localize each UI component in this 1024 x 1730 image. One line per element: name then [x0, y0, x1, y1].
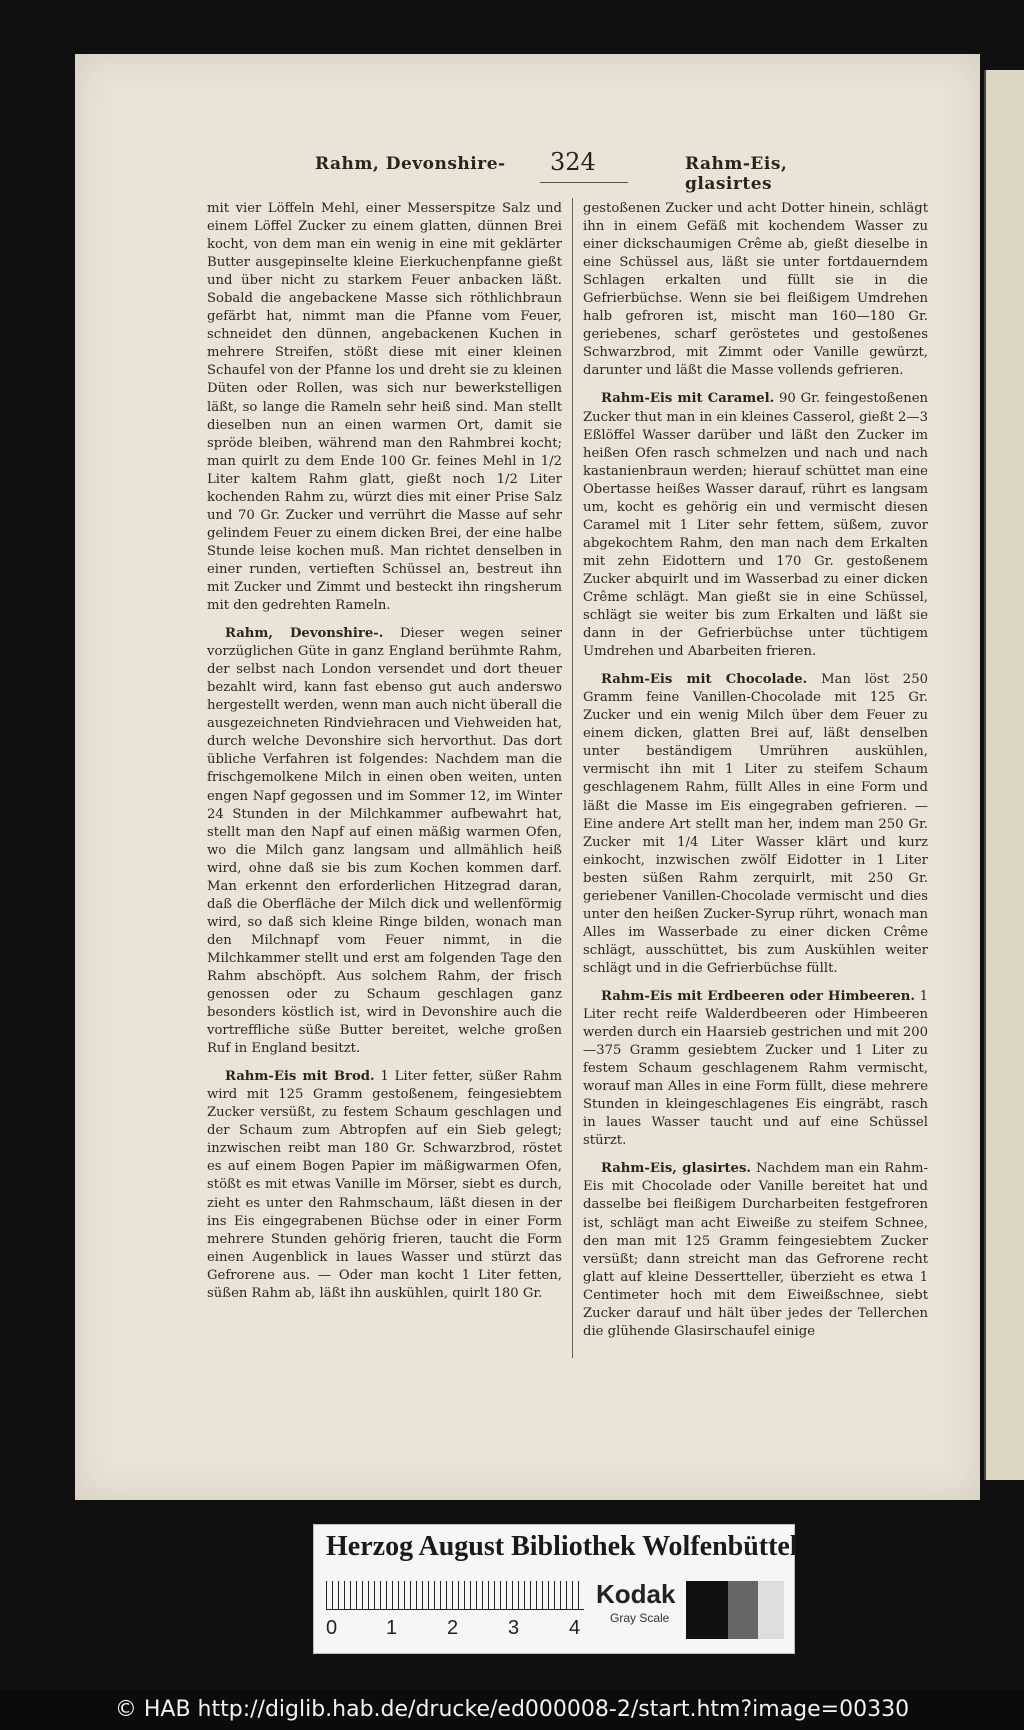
scale-ruler [326, 1581, 584, 1610]
entry-headword: Rahm-Eis mit Erdbeeren oder Himbeeren. [601, 988, 915, 1004]
kodak-logo: Kodak [596, 1579, 676, 1609]
gray-patch-light [758, 1581, 784, 1639]
entry-headword: Rahm-Eis, glasirtes. [601, 1161, 751, 1177]
entry-rahm-eis-erdbeeren [583, 988, 928, 1150]
ruler-label: 4 [569, 1617, 581, 1639]
entry-rahm-eis-caramel [583, 390, 928, 661]
page-number-rule [540, 182, 628, 183]
entry-rahm-eis-glasirtes [583, 1160, 928, 1340]
copyright-footer: © HAB http://diglib.hab.de/drucke/ed000008-2/start.htm?image=00330 [0, 1690, 1024, 1730]
ruler-label: 2 [447, 1617, 459, 1639]
left-column [207, 200, 562, 1313]
column-divider [572, 198, 573, 1358]
entry-rahm-devonshire [207, 625, 562, 1058]
running-head [205, 148, 835, 194]
entry-headword: Rahm-Eis mit Brod. [225, 1069, 375, 1085]
left-paragraph-continued: mit vier Löffeln Mehl, einer Messerspitze Salz und einem Löffel Zucker zu einem glatten, dünnen Brei kocht, von dem man ein wenig in eine mit geklärter Butter ausgepinselte kleine Eierkuchenpfanne gießt und über nicht zu starkem Feuer anbacken läßt. Sobald die angebackene Masse sich röthlichbraun gefärbt hat, nimmt man die Pfanne vom Feuer, schneidet den dünnen, angebackenen Kuchen in mehrere Streifen, stößt diese mit einer kleinen Schaufel von der Pfanne los und dreht sie zu kleinen Düten oder Rollen, was sich nur bewerkstelligen läßt, so lange die Rameln sehr heiß sind. Man stellt dieselben nun an einen warmen Ort, damit sie spröde bleiben, während man den Rahmbrei kocht; man quirlt zu dem Ende 100 Gr. feines Mehl in 1/2 Liter kaltem Rahm glatt, gießt noch 1/2 Liter kochenden Rahm zu, würzt dies mit einer Prise Salz und 70 Gr. Zucker und verrührt die Masse auf sehr gelindem Feuer zu einem dicken Brei, der eine halbe Stunde leise kochen muß. Man richtet denselben in einer runden, vertieften Schüssel an, bestreut ihn mit Zucker und Zimmt und besteckt ihn ringsherum mit den gedrehten Rameln. [207, 201, 562, 614]
library-name: Herzog August Bibliothek Wolfenbüttel [326, 1531, 798, 1562]
ruler-label: 1 [386, 1617, 398, 1639]
running-head-right: Rahm-Eis, glasirtes [685, 154, 788, 194]
ruler-label: 3 [508, 1617, 520, 1639]
right-column [583, 200, 928, 1351]
right-paragraph-continued: gestoßenen Zucker und acht Dotter hinein, schlägt ihn in einem Gefäß mit kochendem Wasser zu einer dickschaumigen Crême ab, gießt dieselbe in eine Schüssel aus, läßt sie unter fortdauerndem Schlagen erkalten und füllt sie in die Gefrierbüchse. Wenn sie bei fleißigem Umdrehen halb gefroren ist, mischt man 160—180 Gr. geriebenes, scharf geröstetes und gestoßenes Schwarzbrod, mit Zimmt oder Vanille gewürzt, darunter und läßt die Masse vollends gefrieren. [583, 201, 928, 379]
gray-patch-mid [728, 1581, 758, 1639]
ruler-label: 0 [326, 1617, 338, 1639]
page-number: 324 [550, 148, 596, 176]
running-head-left: Rahm, Devonshire- [315, 154, 506, 174]
entry-headword: Rahm, Devonshire-. [225, 626, 384, 642]
adjacent-page-edge [984, 70, 1024, 1480]
entry-rahm-eis-chocolade [583, 671, 928, 978]
entry-text: Nachdem man ein Rahm-Eis mit Chocolade oder Vanille bereitet hat und dasselbe bei fleißigem Durcharbeiten festgefroren ist, schlägt man acht Eiweiße zu steifem Schnee, den man mit 125 Gramm feingesiebtem Zucker versüßt; dann streicht man das Gefrorene recht glatt auf kleine Dessertteller, überzieht es etwa 1 Centimeter hoch mit dem Eiweißschnee, siebt Zucker darauf und hält über jedes der Tellerchen die glühende Glasirschaufel einige [583, 1161, 928, 1339]
entry-text: 90 Gr. feingestoßenen Zucker thut man in ein kleines Casserol, gießt 2—3 Eßlöffel Wasser darüber und läßt den Zucker im heißen Ofen rasch schmelzen und nach und nach kastanienbraun werden; hierauf schüttet man eine Obertasse heißes Wasser darauf, rührt es langsam um, kocht es gehörig ein und vermischt diesen Caramel mit 1 Liter sehr fettem, süßem, zuvor abgekochtem Rahm, den man nach dem Erkalten mit zehn Eidottern und 170 Gr. gestoßenem Zucker abquirlt und im Wasserbad zu einer dicken Crême schlägt. Man gießt sie in eine Schüssel, schlägt sie weiter bis zum Erkalten und läßt sie dann in der Gefrierbüchse unter tüchtigem Umdrehen und Abarbeiten frieren. [583, 391, 928, 660]
gray-scale-label: Gray Scale [610, 1611, 670, 1625]
entry-rahm-eis-brod [207, 1068, 562, 1303]
entry-headword: Rahm-Eis mit Caramel. [601, 391, 775, 407]
gray-patch-black [686, 1581, 728, 1639]
color-target-card [313, 1524, 798, 1654]
entry-text: Man löst 250 Gramm feine Vanillen-Chocolade mit 125 Gr. Zucker und ein wenig Milch über dem Feuer zu einem dicken, glatten Brei auf, läßt denselben unter beständigem Umrühren auskühlen, vermischt ihn mit 1 Liter zu steifem Schaum geschlagenem Rahm, füllt Alles in eine Form und läßt die Masse im Eis eingegraben gefrieren. — Eine andere Art stellt man her, indem man 250 Gr. Zucker mit 1/4 Liter Wasser klärt und kurz einkocht, inzwischen zwölf Eidotter in 1 Liter besten süßen Rahm zerquirlt, mit 250 Gr. geriebener Vanillen-Chocolade vermischt und dies unter den heißen Zucker-Syrup rührt, wonach man Alles im Wasserbade zu einer dicken Crême schlägt, ausschüttet, bis zum Auskühlen weiter schlägt und in die Gefrierbüchse füllt. [583, 672, 928, 976]
entry-text: Dieser wegen seiner vorzüglichen Güte in ganz England berühmte Rahm, der selbst nach London versendet und dort theuer bezahlt wird, kann fast ebenso gut auch anderswo hergestellt werden, wenn man auch nicht überall die ausgezeichneten Rindviehracen und Viehweiden hat, durch welche Devonshire sich hervorthut. Das dort übliche Verfahren ist folgendes: Nachdem man die frischgemolkene Milch in einen oben weiten, unten engen Napf gegossen und im Sommer 12, im Winter 24 Stunden in der Milchkammer aufbewahrt hat, stellt man den Napf auf einen mäßig warmen Ofen, wo die Milch ganz langsam und allmählich heiß wird, ohne daß sie bis zum Kochen kommen darf. Man erkennt den erforderlichen Hitzegrad daran, daß die Oberfläche der Milch dick und wellenförmig wird, so daß sich kleine Ringe bilden, wonach man den Milchnapf vom Feuer nimmt, in die Milchkammer stellt und erst am folgenden Tage den Rahm abschöpft. Aus solchem Rahm, der frisch genossen oder zu Schaum geschlagen ganz besonders köstlich ist, wird in Devonshire auch die vortreffliche süße Butter bereitet, welche großen Ruf in England besitzt. [207, 626, 562, 1057]
entry-text: 1 Liter fetter, süßer Rahm wird mit 125 Gramm gestoßenem, feingesiebtem Zucker versüßt, zu festem Schaum geschlagen und der Schaum zum Abtropfen auf ein Sieb gelegt; inzwischen reibt man 180 Gr. Schwarzbrod, röstet es auf einem Bogen Papier im mäßigwarmen Ofen, stößt es mit etwas Vanille im Mörser, siebt es durch, zieht es unter den Rahmschaum, läßt diesen in der ins Eis eingegrabenen Büchse oder in einer Form mehrere Stunden gehörig frieren, taucht die Form einen Augenblick in laues Wasser und stürzt das Gefrorene aus. — Oder man kocht 1 Liter fetten, süßen Rahm ab, läßt ihn auskühlen, quirlt 180 Gr. [207, 1069, 563, 1301]
entry-headword: Rahm-Eis mit Chocolade. [601, 672, 808, 688]
entry-text: 1 Liter recht reife Walderdbeeren oder Himbeeren werden durch ein Haarsieb gestrichen und mit 200—375 Gramm gesiebtem Zucker und 1 Liter zu festem Schaum geschlagenem Rahm vermischt, worauf man Alles in eine Form füllt, diese mehrere Stunden in kleingeschlagenes Eis eingräbt, rasch in laues Wasser taucht und auf eine Schüssel stürzt. [583, 988, 928, 1149]
